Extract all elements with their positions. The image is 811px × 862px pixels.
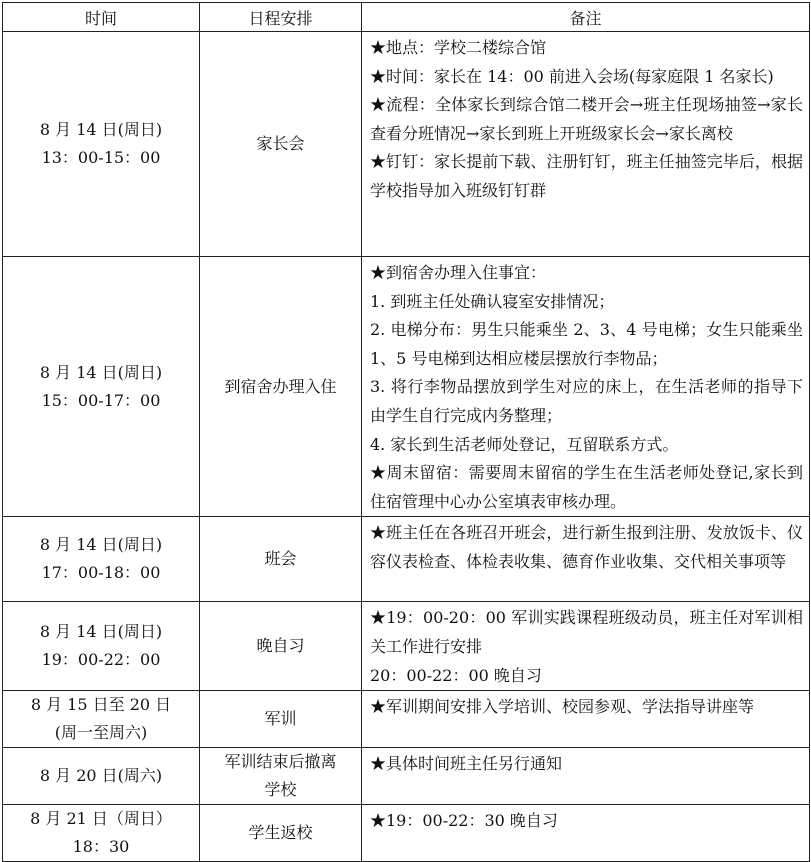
note-line: ★到宿舍办理入住事宜： [370,263,547,282]
time-cell [3,805,200,862]
event-label: 晚自习 [256,636,305,656]
header-notes: 备注 [362,3,810,32]
time-cell [3,748,200,805]
time-range: 13：00-15：00 [41,148,161,167]
table-row [3,748,810,805]
notes-cell [362,517,810,602]
time-date: 8 月 14 日(周日) [39,535,163,555]
table-row [3,691,810,748]
event-cell [200,32,362,257]
table-row [3,602,810,691]
note-line: 3. 将行李物品摆放到学生对应的床上，在生活老师的指导下由学生自行完成内务整理； [370,377,803,425]
note-line: ★具体时间班主任另行通知 [370,754,563,774]
notes-cell [362,691,810,748]
time-range: 15：00-17：00 [41,390,161,410]
header-row [3,3,810,32]
note-line: ★19：00-22：30 晚自习 [370,811,558,831]
note-line: ★军训期间安排入学培训、校园参观、学法指导讲座等 [370,697,755,717]
header-time: 时间 [3,3,200,32]
time-cell [3,691,200,748]
time-range: 17：00-18：00 [41,563,161,583]
event-cell [200,517,362,602]
time-date: 8 月 15 日至 20 日 [30,695,172,715]
note-line: ★地点：学校二楼综合馆 [370,38,547,57]
note-line: 20：00-22：00 晚自习 [370,665,542,685]
time-date: 8 月 14 日(周日) [39,622,163,642]
note-line: ★时间：家长在 14：00 前进入会场(每家庭限 1 名家长) [370,66,774,86]
event-label: 班会 [264,549,297,569]
notes-cell [362,748,810,805]
event-label: 学校 [264,780,297,800]
time-range: (周一至周六) [54,723,148,743]
event-cell [200,748,362,805]
note-line: 2. 电梯分布：男生只能乘坐 2、3、4 号电梯；女生只能乘坐 1、5 号电梯到达相应楼层摆放行李物品； [370,320,803,368]
event-cell [200,805,362,862]
time-range: 18：30 [72,837,130,857]
time-cell [3,32,200,257]
time-date: 8 月 20 日(周六) [39,766,163,786]
time-date: 8 月 14 日(周日) [39,120,163,139]
time-date: 8 月 21 日（周日） [30,809,172,829]
event-label: 学生返校 [248,823,313,843]
notes-cell [362,805,810,862]
time-cell [3,602,200,691]
table-row [3,805,810,862]
note-line: 4. 家长到生活老师处登记，互留联系方式。 [370,434,679,454]
notes-cell [362,602,810,691]
event-label: 家长会 [256,134,305,153]
time-range: 19：00-22：00 [41,650,161,670]
event-label: 军训 [264,709,297,729]
event-label: 军训结束后撤离 [224,752,337,772]
event-cell [200,257,362,517]
table-row [3,257,810,517]
note-line: ★流程：全体家长到综合馆二楼开会→班主任现场抽签→家长查看分班情况→家长到班上开班级家长会→家长离校 [370,95,803,143]
notes-cell [362,32,810,257]
note-line: ★19：00-20：00 军训实践课程班级动员，班主任对军训相关工作进行安排 [370,608,803,656]
table-row [3,517,810,602]
note-line: ★周末留宿：需要周末留宿的学生在生活老师处登记,家长到住宿管理中心办公室填表审核办理。 [370,463,803,511]
time-date: 8 月 14 日(周日) [39,362,163,382]
note-line: 1. 到班主任处确认寝室安排情况； [370,291,615,311]
event-label: 到宿舍办理入住 [224,376,337,396]
schedule-table [2,2,810,862]
note-line: ★钉钉：家长提前下载、注册钉钉，班主任抽签完毕后，根据学校指导加入班级钉钉群 [370,152,803,200]
event-cell [200,602,362,691]
note-line: ★班主任在各班召开班会，进行新生报到注册、发放饭卡、仪容仪表检查、体检表收集、德育作业收集、交代相关事项等 [370,523,803,571]
header-schedule: 日程安排 [200,3,362,32]
time-cell [3,257,200,517]
event-cell [200,691,362,748]
time-cell [3,517,200,602]
notes-cell [362,257,810,517]
table-row [3,32,810,257]
